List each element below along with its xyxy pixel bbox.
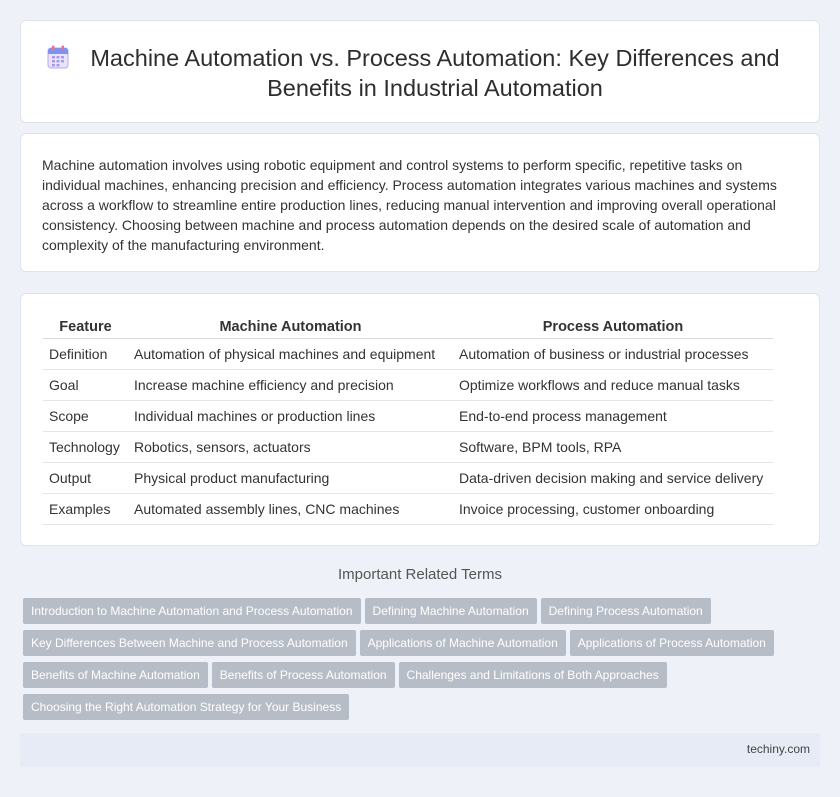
table-cell: End-to-end process management bbox=[453, 400, 773, 431]
table-row bbox=[43, 338, 773, 369]
table-cell: Automated assembly lines, CNC machines bbox=[128, 493, 453, 524]
table-cell: Physical product manufacturing bbox=[128, 462, 453, 493]
related-term-tag[interactable]: Choosing the Right Automation Strategy for Your Business bbox=[23, 694, 349, 720]
table-row bbox=[43, 493, 773, 524]
table-cell: Optimize workflows and reduce manual tasks bbox=[453, 369, 773, 400]
table-cell: Software, BPM tools, RPA bbox=[453, 431, 773, 462]
table-cell: Scope bbox=[43, 400, 128, 431]
footer-site-link[interactable]: techiny.com bbox=[746, 742, 810, 756]
table-row bbox=[43, 369, 773, 400]
related-term-tag[interactable]: Defining Machine Automation bbox=[365, 598, 537, 624]
table-cell: Invoice processing, customer onboarding bbox=[453, 493, 773, 524]
table-row bbox=[43, 431, 773, 462]
table-cell: Increase machine efficiency and precision bbox=[128, 369, 453, 400]
header-process-automation: Process Automation bbox=[453, 314, 773, 338]
related-term-tag[interactable]: Benefits of Process Automation bbox=[212, 662, 395, 688]
header-machine-automation: Machine Automation bbox=[128, 314, 453, 338]
related-term-tag[interactable]: Applications of Process Automation bbox=[570, 630, 774, 656]
table-cell: Output bbox=[43, 462, 128, 493]
table-cell: Data-driven decision making and service delivery bbox=[453, 462, 773, 493]
table-cell: Automation of business or industrial processes bbox=[453, 338, 773, 369]
related-term-tag[interactable]: Key Differences Between Machine and Process Automation bbox=[23, 630, 356, 656]
related-terms-list bbox=[23, 598, 803, 726]
related-term-tag[interactable]: Challenges and Limitations of Both Approaches bbox=[399, 662, 667, 688]
related-term-tag[interactable]: Applications of Machine Automation bbox=[360, 630, 566, 656]
table-row bbox=[43, 400, 773, 431]
table-header-row bbox=[43, 314, 773, 338]
table-cell: Technology bbox=[43, 431, 128, 462]
table-row bbox=[43, 462, 773, 493]
page-title: Machine Automation vs. Process Automation: Key Differences and Benefits in Industrial Automation bbox=[90, 45, 780, 101]
comparison-table bbox=[43, 314, 773, 525]
table-cell: Automation of physical machines and equipment bbox=[128, 338, 453, 369]
title-card bbox=[20, 20, 820, 123]
table-cell: Definition bbox=[43, 338, 128, 369]
intro-card bbox=[20, 133, 820, 272]
footer bbox=[20, 733, 820, 767]
table-cell: Examples bbox=[43, 493, 128, 524]
table-cell: Robotics, sensors, actuators bbox=[128, 431, 453, 462]
table-cell: Goal bbox=[43, 369, 128, 400]
comparison-card bbox=[20, 293, 820, 546]
header-feature: Feature bbox=[43, 314, 128, 338]
intro-paragraph: Machine automation involves using robotic equipment and control systems to perform specific, repetitive tasks on individual machines, enhancing precision and efficiency. Process automation integrates various machines and systems across a workflow to streamline entire production lines, reducing manual intervention and improving overall operational consistency. Choosing between machine and process automation depends on the desired scale of automation and complexity of the manufacturing environment. bbox=[42, 157, 777, 253]
related-term-tag[interactable]: Defining Process Automation bbox=[541, 598, 711, 624]
related-term-tag[interactable]: Benefits of Machine Automation bbox=[23, 662, 208, 688]
table-cell: Individual machines or production lines bbox=[128, 400, 453, 431]
related-term-tag[interactable]: Introduction to Machine Automation and Process Automation bbox=[23, 598, 361, 624]
related-terms-heading: Important Related Terms bbox=[338, 566, 502, 583]
